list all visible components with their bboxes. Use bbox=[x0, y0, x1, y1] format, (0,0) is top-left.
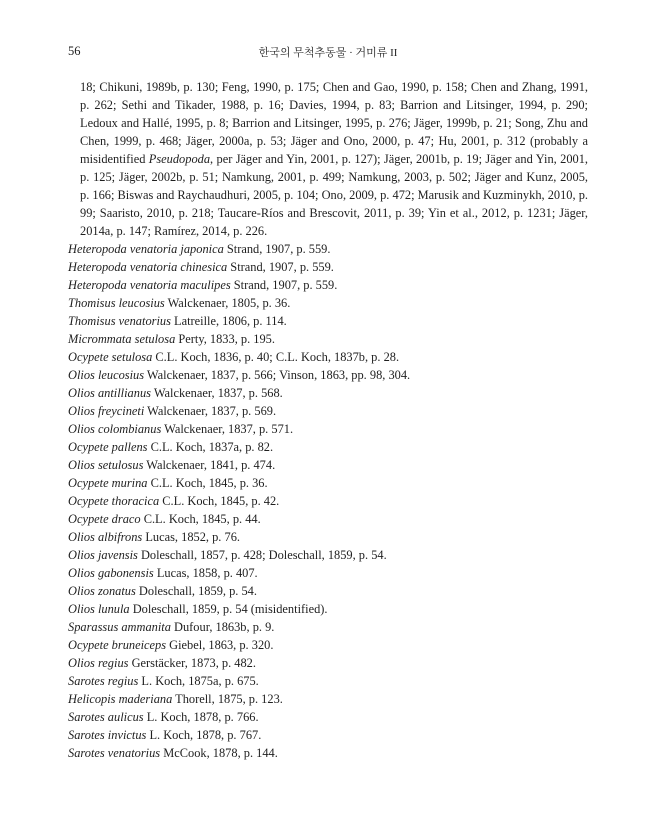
synonym-entry bbox=[68, 294, 588, 312]
taxon-name: Ocypete bruneiceps bbox=[68, 638, 167, 652]
citation-text: 18; Chikuni, 1989b, p. 130; Feng, 1990, p. 175; Chen and Gao, 1990, p. 158; Chen and Zhang, 1991, p. 262; Sethi and Tikader, 1988, p. 16; Davies, 1994, p. 83; Barrion and Litsinger, 1994, p. 290; Ledoux and Hallé, 1995, p. 8; Barrion and Litsinger, 1995, p. 276; Jäger, 1999b, p. 21; Song, Zhu and Chen, 1999, p. 468; Jäger, 2000a, p. 53; Jäger and Ono, 2000, p. 47; Hu, 2001, p. 312 (probably a misidentified bbox=[80, 80, 588, 166]
taxon-name: Heteropoda venatoria chinesica bbox=[68, 260, 228, 274]
body-text bbox=[68, 78, 588, 762]
taxon-name: Olios leucosius bbox=[68, 368, 145, 382]
synonym-entry bbox=[68, 600, 588, 618]
citation-text: , per Jäger and Yin, 2001, p. 127); Jäger, 2001b, p. 19; Jäger and Yin, 2001, p. 125; Jäger, 2002b, p. 51; Namkung, 2001, p. 499; Namkung, 2003, p. 502; Jäger and Kunz, 2005, p. 166; Biswas and Raychaudhuri, 2005, p. 104; Ono, 2009, p. 472; Marusik and Kuzminykh, 2010, p. 99; Saaristo, 2010, p. 218; Taucare-Ríos and Brescovit, 2011, p. 39; Yin et al., 2012, p. 1231; Jäger, 2014a, p. 147; Ramírez, 2014, p. 226. bbox=[80, 152, 589, 238]
taxon-citation: Walckenaer, 1837, p. 569. bbox=[144, 404, 277, 418]
synonym-entry bbox=[68, 330, 588, 348]
taxon-citation: McCook, 1878, p. 144. bbox=[160, 746, 278, 760]
taxon-name: Heteropoda venatoria maculipes bbox=[68, 278, 231, 292]
taxon-citation: Lucas, 1858, p. 407. bbox=[153, 566, 258, 580]
taxon-name: Micrommata setulosa bbox=[68, 332, 176, 346]
taxon-citation: C.L. Koch, 1845, p. 42. bbox=[159, 494, 280, 508]
taxon-name: Thomisus venatorius bbox=[68, 314, 171, 328]
taxon-name: Helicopis maderiana bbox=[68, 692, 173, 706]
taxon-name: Sarotes venatorius bbox=[68, 746, 161, 760]
taxon-name: Ocypete setulosa bbox=[68, 350, 153, 364]
taxon-citation: Walckenaer, 1837, p. 566; Vinson, 1863, pp. 98, 304. bbox=[144, 368, 411, 382]
synonym-entry bbox=[68, 672, 588, 690]
synonym-entry bbox=[68, 528, 588, 546]
synonym-entry bbox=[68, 636, 588, 654]
taxon-name: Sparassus ammanita bbox=[68, 620, 171, 634]
taxon-name: Sarotes regius bbox=[68, 674, 139, 688]
taxon-name: Ocypete thoracica bbox=[68, 494, 160, 508]
taxon-citation: C.L. Koch, 1845, p. 44. bbox=[140, 512, 261, 526]
synonym-entry bbox=[68, 276, 588, 294]
taxon-citation: C.L. Koch, 1837a, p. 82. bbox=[147, 440, 274, 454]
taxon-citation: Doleschall, 1859, p. 54 (misidentified). bbox=[129, 602, 328, 616]
taxon-citation: L. Koch, 1878, p. 767. bbox=[146, 728, 262, 742]
synonym-entry bbox=[68, 420, 588, 438]
synonym-entry bbox=[68, 492, 588, 510]
synonym-entry bbox=[68, 582, 588, 600]
taxon-citation: L. Koch, 1875a, p. 675. bbox=[138, 674, 259, 688]
taxon-citation: Walckenaer, 1837, p. 571. bbox=[161, 422, 294, 436]
taxon-citation: Thorell, 1875, p. 123. bbox=[172, 692, 283, 706]
synonym-entry bbox=[68, 510, 588, 528]
synonym-entry bbox=[68, 312, 588, 330]
taxon-name: Olios gabonensis bbox=[68, 566, 154, 580]
continued-citation-paragraph bbox=[80, 78, 588, 240]
synonym-entry bbox=[68, 438, 588, 456]
synonym-entry bbox=[68, 744, 588, 762]
taxon-citation: C.L. Koch, 1836, p. 40; C.L. Koch, 1837b, p. 28. bbox=[152, 350, 400, 364]
synonym-entry bbox=[68, 240, 588, 258]
taxon-name: Olios lunula bbox=[68, 602, 130, 616]
synonym-entry bbox=[68, 456, 588, 474]
taxon-citation: Strand, 1907, p. 559. bbox=[227, 260, 334, 274]
taxon-name: Heteropoda venatoria japonica bbox=[68, 242, 224, 256]
taxon-citation: Walckenaer, 1841, p. 474. bbox=[143, 458, 276, 472]
citation-italic-text: Pseudopoda bbox=[148, 152, 211, 166]
taxon-citation: Walckenaer, 1837, p. 568. bbox=[150, 386, 283, 400]
taxon-name: Ocypete draco bbox=[68, 512, 141, 526]
taxon-citation: Latreille, 1806, p. 114. bbox=[170, 314, 287, 328]
page-number: 56 bbox=[68, 44, 81, 58]
taxon-name: Olios albifrons bbox=[68, 530, 143, 544]
taxon-citation: Doleschall, 1857, p. 428; Doleschall, 1859, p. 54. bbox=[137, 548, 387, 562]
synonym-entry bbox=[68, 348, 588, 366]
synonym-entry bbox=[68, 564, 588, 582]
taxon-name: Sarotes invictus bbox=[68, 728, 147, 742]
synonym-entry bbox=[68, 384, 588, 402]
synonym-entry bbox=[68, 654, 588, 672]
synonym-entry bbox=[68, 726, 588, 744]
taxon-name: Thomisus leucosius bbox=[68, 296, 165, 310]
taxon-name: Olios setulosus bbox=[68, 458, 144, 472]
synonym-list bbox=[68, 240, 588, 762]
synonym-entry bbox=[68, 708, 588, 726]
taxon-citation: Strand, 1907, p. 559. bbox=[223, 242, 331, 256]
taxon-name: Olios antillianus bbox=[68, 386, 151, 400]
synonym-entry bbox=[68, 402, 588, 420]
synonym-entry bbox=[68, 546, 588, 564]
taxon-name: Olios freycineti bbox=[68, 404, 145, 418]
taxon-name: Sarotes aulicus bbox=[68, 710, 144, 724]
taxon-name: Olios colombianus bbox=[68, 422, 162, 436]
taxon-name: Olios zonatus bbox=[68, 584, 136, 598]
synonym-entry bbox=[68, 618, 588, 636]
taxon-citation: C.L. Koch, 1845, p. 36. bbox=[147, 476, 268, 490]
page-header bbox=[68, 44, 588, 62]
taxon-name: Ocypete murina bbox=[68, 476, 148, 490]
taxon-name: Ocypete pallens bbox=[68, 440, 148, 454]
running-title: 한국의 무척추동물 · 거미류 II bbox=[258, 47, 398, 59]
taxon-citation: Dufour, 1863b, p. 9. bbox=[170, 620, 275, 634]
synonym-entry bbox=[68, 474, 588, 492]
taxon-citation: Doleschall, 1859, p. 54. bbox=[135, 584, 257, 598]
taxon-name: Olios javensis bbox=[68, 548, 138, 562]
synonym-entry bbox=[68, 690, 588, 708]
synonym-entry bbox=[68, 258, 588, 276]
taxon-citation: Giebel, 1863, p. 320. bbox=[166, 638, 274, 652]
taxon-citation: Walckenaer, 1805, p. 36. bbox=[164, 296, 291, 310]
taxon-citation: L. Koch, 1878, p. 766. bbox=[143, 710, 259, 724]
taxon-citation: Perty, 1833, p. 195. bbox=[175, 332, 275, 346]
taxon-name: Olios regius bbox=[68, 656, 129, 670]
taxon-citation: Lucas, 1852, p. 76. bbox=[142, 530, 240, 544]
synonym-entry bbox=[68, 366, 588, 384]
taxon-citation: Strand, 1907, p. 559. bbox=[230, 278, 338, 292]
taxon-citation: Gerstäcker, 1873, p. 482. bbox=[128, 656, 256, 670]
